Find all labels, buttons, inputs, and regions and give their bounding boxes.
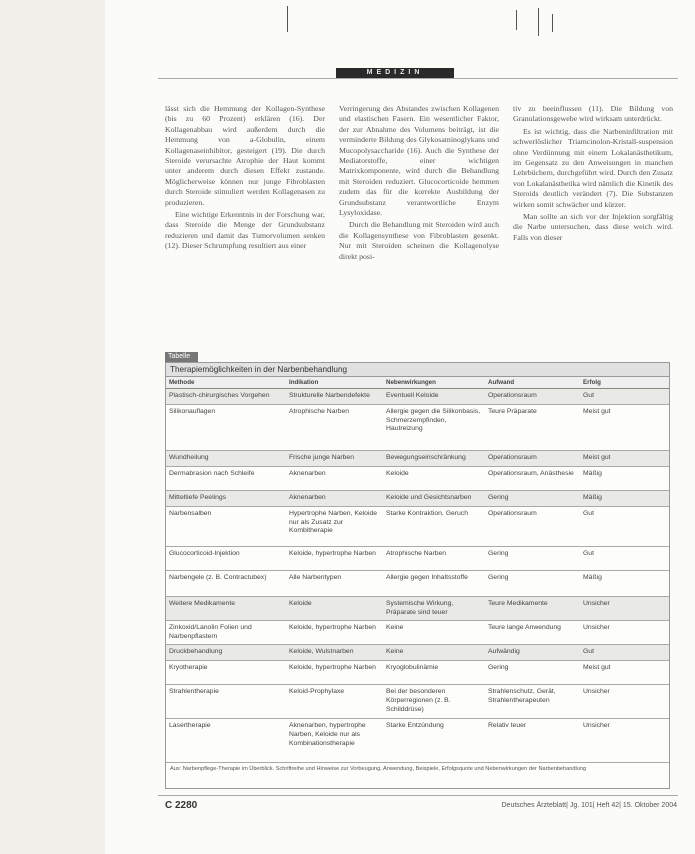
- scan-artifact-line: [516, 10, 517, 30]
- table-cell: Strahlentherapie: [166, 685, 286, 719]
- table-cell: Hypertrophe Narben, Keloide nur als Zusatz zur Kombitherapie: [286, 507, 383, 547]
- table-row: [166, 597, 669, 621]
- table-cell: Glucocorticoid-Injektion: [166, 547, 286, 571]
- table-row: [166, 661, 669, 685]
- table-cell: Unsicher: [580, 621, 669, 645]
- table-cell: Meist gut: [580, 405, 669, 451]
- table-cell: Relativ teuer: [485, 719, 580, 763]
- table-label: Tabelle: [165, 352, 198, 362]
- table-cell: Narbensalben: [166, 507, 286, 547]
- table-cell: Unsicher: [580, 597, 669, 621]
- table-cell: Frische junge Narben: [286, 451, 383, 467]
- journal-citation: Deutsches Ärzteblatt| Jg. 101| Heft 42| 15. Oktober 2004: [501, 802, 677, 809]
- table-row: [166, 507, 669, 547]
- table-cell: Unsicher: [580, 685, 669, 719]
- table-cell: Teure lange Anwendung: [485, 621, 580, 645]
- table-cell: Aknenarben, hypertrophe Narben, Keloide nur als Kombinationstherapie: [286, 719, 383, 763]
- table-cell: Aknenarben: [286, 467, 383, 491]
- table-cell: Kryotherapie: [166, 661, 286, 685]
- table-cell: Atrophische Narben: [383, 547, 485, 571]
- scan-artifact-line: [538, 8, 539, 36]
- paragraph: lässt sich die Hemmung der Kollagen-Synthese (bis zu 60 Prozent) erklären (16). Der Kollagenabbau wird außerdem durch die Hemmung von a-Globulin, einem Kollagenaseinhibitor, gesteigert (19). Die durch Steroide verursachte Atrophie der Haut kommt unter anderem durch diesen Effekt zustande. Möglicherweise können nur junge Fibroblasten durch Steroide stimuliert werden Kollagenasen zu produzieren.: [165, 104, 325, 207]
- table-cell: Kryoglobulinämie: [383, 661, 485, 685]
- table-cell: Keloide, Wulstnarben: [286, 645, 383, 661]
- paragraph: Es ist wichtig, dass die Narbeninfiltration mit schwerlöslicher Triamcinolon-Kristall-suspension ohne Verdünnung mit einem Lokalanästhetikum, im Gegensatz zu den Anweisungen in manchen Lehrbüchern, durchgeführt wird. Durch den Zusatz von Lokalanästhetika wird nämlich die Kinetik des Steroids deutlich verändert (7). Die Substanzen wirken somit schwächer und kürzer.: [513, 126, 673, 209]
- table-row: [166, 451, 669, 467]
- table-cell: Starke Kontraktion, Geruch: [383, 507, 485, 547]
- table-cell: Keloid-Prophylaxe: [286, 685, 383, 719]
- table-cell: Gut: [580, 389, 669, 405]
- table-row: [166, 389, 669, 405]
- table-cell: Aufwändig: [485, 645, 580, 661]
- table-row: [166, 467, 669, 491]
- table-cell: Keloide und Gesichtsnarben: [383, 491, 485, 507]
- scan-artifact-line: [552, 14, 553, 32]
- column-header: Methode: [166, 377, 286, 389]
- table-cell: Operationsraum, Anästhesie: [485, 467, 580, 491]
- table-cell: Gut: [580, 507, 669, 547]
- table-cell: Keloide, hypertrophe Narben: [286, 547, 383, 571]
- table-cell: Allergie gegen die Silikonbasis, Schmerzempfinden, Hautreizung: [383, 405, 485, 451]
- table-row: [166, 719, 669, 763]
- table-grid: [166, 377, 669, 763]
- footer-rule: [158, 795, 678, 796]
- scan-margin: [0, 0, 105, 854]
- table-cell: Starke Entzündung: [383, 719, 485, 763]
- table-row: [166, 621, 669, 645]
- table-cell: Mitteltiefe Peelings: [166, 491, 286, 507]
- table-cell: Mäßig: [580, 467, 669, 491]
- table-cell: Allergie gegen Inhaltsstoffe: [383, 571, 485, 597]
- table-row: [166, 491, 669, 507]
- therapy-table: [165, 362, 670, 789]
- table-cell: Narbengele (z. B. Contractubex): [166, 571, 286, 597]
- table-cell: Gering: [485, 491, 580, 507]
- table-cell: Meist gut: [580, 661, 669, 685]
- table-footnote: Aus: Narbenpflege-Therapie im Überblick. Schriftreihe und Hinweise zur Vorbeugung, Anwendung, Beispiele, Erfolgsquote und Nebenwirkungen der Narbenbehandlung: [170, 766, 587, 773]
- column-header: Aufwand: [485, 377, 580, 389]
- paragraph: Verringerung des Abstandes zwischen Kollagenen und elastischen Fasern. Ein wesentlicher Faktor, der zur Abnahme des Volumens beiträgt, ist die verminderte Bildung des Glykosaminoglykans und Mucopolysaccharide (16). Auch die Synthese der Mediatorstoffe, einer wichtigen Matrixkomponente, wird durch die Behandlung mit Steroiden reduziert. Glucocorticoide hemmen zudem das für die korrekte Ausbildung der Grundsubstanz verantwortliche Enzym Lysyloxidase.: [339, 104, 499, 218]
- table-cell: Aknenarben: [286, 491, 383, 507]
- table-cell: Strahlenschutz, Gerät, Strahlentherapeuten: [485, 685, 580, 719]
- table-cell: Systemische Wirkung, Präparate sind teuer: [383, 597, 485, 621]
- table-cell: Gering: [485, 547, 580, 571]
- table-cell: Teure Medikamente: [485, 597, 580, 621]
- table-cell: Operationsraum: [485, 507, 580, 547]
- table-cell: Bewegungseinschränkung: [383, 451, 485, 467]
- paragraph: Eine wichtige Erkenntnis in der Forschung war, dass Steroide die Menge der Grundsubstanz reduzieren und damit das Tumorvolumen senken (12). Dieser Schrumpfung resultiert aus einer: [165, 210, 325, 251]
- page-number: C 2280: [165, 800, 198, 811]
- table-cell: Teure Präparate: [485, 405, 580, 451]
- table-cell: Operationsraum: [485, 451, 580, 467]
- table-cell: Weitere Medikamente: [166, 597, 286, 621]
- scan-artifact-line: [287, 6, 288, 32]
- table-row: [166, 645, 669, 661]
- table-cell: Gut: [580, 645, 669, 661]
- table-cell: Strukturelle Narbendefekte: [286, 389, 383, 405]
- text-column-2: [339, 104, 499, 264]
- table-cell: Gering: [485, 571, 580, 597]
- table-cell: Lasertherapie: [166, 719, 286, 763]
- table-cell: Keine: [383, 645, 485, 661]
- paragraph: tiv zu beeinflussen (11). Die Bildung von Granulationsgewebe wird wirksam unterdrückt.: [513, 104, 673, 124]
- table-cell: Atrophische Narben: [286, 405, 383, 451]
- table-cell: Dermabrasion nach Schleife: [166, 467, 286, 491]
- table-cell: Zinkoxid/Lanolin Folien und Narbenpflastern: [166, 621, 286, 645]
- table-cell: Keloide, hypertrophe Narben: [286, 621, 383, 645]
- column-header: Indikation: [286, 377, 383, 389]
- text-column-3: [513, 104, 673, 245]
- table-row: [166, 547, 669, 571]
- table-cell: Alle Narbentypen: [286, 571, 383, 597]
- table-cell: Bei der besonderen Körperregionen (z. B. Schilddrüse): [383, 685, 485, 719]
- table-cell: Druckbehandlung: [166, 645, 286, 661]
- paragraph: Man sollte an sich vor der Injektion sorgfältig die Narbe untersuchen, dass diese weich wird. Falls von dieser: [513, 212, 673, 242]
- table-cell: Wundheilung: [166, 451, 286, 467]
- table-header-row: [166, 377, 669, 389]
- table-cell: Eventuell Keloide: [383, 389, 485, 405]
- table-cell: Unsicher: [580, 719, 669, 763]
- paragraph: Durch die Behandlung mit Steroiden wird auch die Kollagensynthese von Fibroblasten gesenkt. Nur mit Steroiden scheinen die Kollagenolyse direkt posi-: [339, 220, 499, 261]
- table-cell: Operationsraum: [485, 389, 580, 405]
- table-title: Therapiemöglichkeiten in der Narbenbehandlung: [166, 363, 669, 377]
- table-cell: Mäßig: [580, 571, 669, 597]
- section-header: MEDIZIN: [336, 68, 454, 78]
- table-cell: Keloide: [286, 597, 383, 621]
- table-cell: Keloide: [383, 467, 485, 491]
- text-column-1: [165, 104, 325, 254]
- table-cell: Meist gut: [580, 451, 669, 467]
- table-row: [166, 571, 669, 597]
- table-row: [166, 685, 669, 719]
- column-header: Erfolg: [580, 377, 669, 389]
- table-cell: Keine: [383, 621, 485, 645]
- table-cell: Gut: [580, 547, 669, 571]
- header-rule: [158, 78, 678, 79]
- table-cell: Keloide, hypertrophe Narben: [286, 661, 383, 685]
- column-header: Nebenwirkungen: [383, 377, 485, 389]
- table-cell: Mäßig: [580, 491, 669, 507]
- table-row: [166, 405, 669, 451]
- table-cell: Gering: [485, 661, 580, 685]
- table-cell: Silikonauflagen: [166, 405, 286, 451]
- table-cell: Plastisch-chirurgisches Vorgehen: [166, 389, 286, 405]
